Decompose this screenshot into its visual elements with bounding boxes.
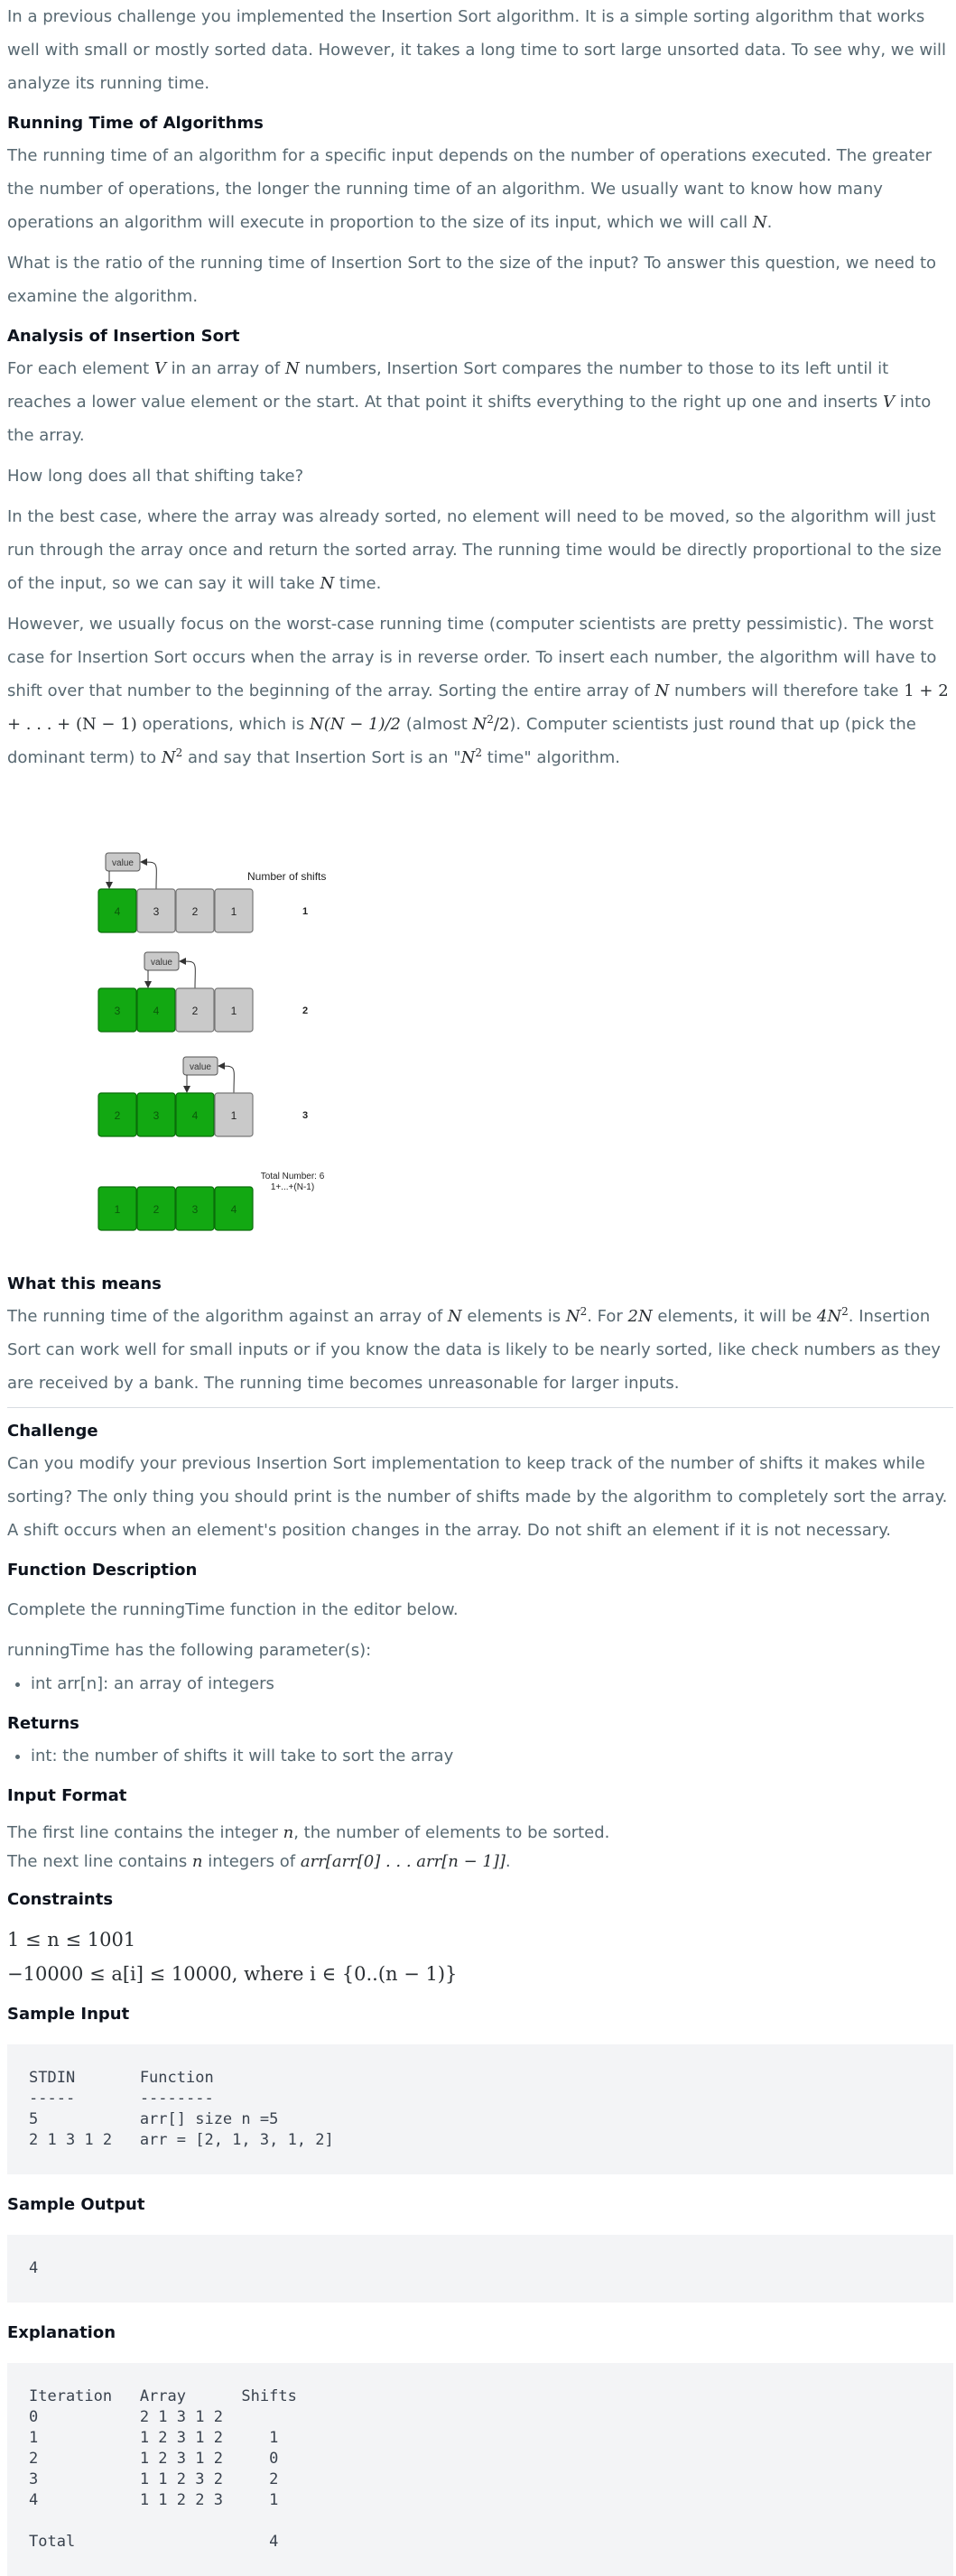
array-cell-value: 2 [114, 1109, 121, 1122]
challenge-paragraph: Can you modify your previous Insertion Sort implementation to keep track of the number of shifts it makes while sorting? The only thing you should print is the number of shifts made by the algorithm to completely sort the array. A shift occurs when an element's position changes in the array. Do not shift an element if it is not necessary. [7, 1454, 948, 1540]
sample-input-heading: Sample Input [7, 2005, 130, 2024]
shift-count: 3 [302, 1110, 309, 1121]
parameter-item: • int arr[n]: an array of integers [31, 1667, 953, 1700]
value-tag-label: value [190, 1062, 211, 1072]
problem-statement [7, 0, 953, 2576]
shift-arrow [142, 862, 156, 889]
shifts-column-header: Number of shifts [247, 870, 327, 883]
what-this-means-paragraph: The running time of the algorithm against an array of N elements is $N^2$. For 2N elements, it will be $4N^2$. Insertion Sort can work well for small inputs or if you know the data is likely to be nearly sorted, like check numbers as they are received by a bank. The running time becomes unreasonable for larger inputs. [7, 1305, 941, 1393]
array-cell-value: 4 [114, 905, 121, 918]
returns-item: • int: the number of shifts it will take to sort the array [31, 1739, 953, 1773]
input-format-heading: Input Format [7, 1786, 127, 1805]
array-cell-value: 4 [230, 1203, 237, 1216]
array-cell-value: 3 [191, 1203, 199, 1216]
array-cell-value: 2 [191, 905, 199, 918]
array-cell-value: 1 [230, 1005, 237, 1017]
total-label-line-1: Total Number: 6 [260, 1172, 325, 1181]
what-this-means-heading: What this means [7, 1274, 162, 1293]
input-format-line-2: The next line contains n integers of arr[arr[0] . . . arr[n − 1]]. [7, 1852, 511, 1871]
insertion-sort-diagram-svg [7, 774, 953, 1268]
shift-count: 2 [302, 1005, 309, 1016]
explanation-code: Iteration Array Shifts 0 2 1 3 1 2 1 1 2 3 1 2 1 2 1 2 3 1 2 0 3 1 1 2 3 2 2 4 1 1 2 2 3 1 Total 4 [7, 2363, 953, 2576]
parameter-list [7, 1667, 953, 1700]
array-cell-value: 3 [153, 1109, 160, 1122]
array-cell-value: 4 [153, 1005, 160, 1017]
array-cell-value: 2 [191, 1005, 199, 1017]
running-time-paragraph-1: The running time of an algorithm for a specific input depends on the number of operations executed. The greater the number of operations, the longer the running time of an algorithm. We usually want to know how many operations an algorithm will execute in proportion to the size of its input, which we will call N. [7, 146, 932, 232]
explanation-heading: Explanation [7, 2323, 116, 2342]
total-label-line-2: 1+...+(N-1) [270, 1182, 315, 1192]
shift-arrow [181, 961, 195, 988]
running-time-paragraph-2: What is the ratio of the running time of Insertion Sort to the size of the input? To answer this question, we need to examine the algorithm. [7, 254, 937, 306]
array-cell-value: 3 [153, 905, 160, 918]
array-cell-value: 1 [230, 1109, 237, 1122]
constraint-1: 1 ≤ n ≤ 1001 [7, 1929, 136, 1951]
challenge-heading: Challenge [7, 1422, 98, 1441]
shift-arrow [219, 1066, 234, 1093]
analysis-paragraph-3: In the best case, where the array was already sorted, no element will need to be moved, so the algorithm will just run through the array once and return the sorted array. The running time would be directly proportional to the size of the input, so we can say it will take N time. [7, 507, 942, 593]
input-format-line-1: The first line contains the integer n, the number of elements to be sorted. [7, 1823, 610, 1842]
intro-paragraph: In a previous challenge you implemented the Insertion Sort algorithm. It is a simple sorting algorithm that works well with small or mostly sorted data. However, it takes a long time to sort large unsorted data. To see why, we will analyze its running time. [7, 7, 947, 93]
constraints-heading: Constraints [7, 1890, 114, 1909]
constraint-2: −10000 ≤ a[i] ≤ 10000, where i ∈ {0..(n − 1)} [7, 1963, 458, 1985]
array-cell-value: 4 [191, 1109, 199, 1122]
sample-output-code: 4 [7, 2235, 953, 2303]
array-cell-value: 1 [230, 905, 237, 918]
sample-output-heading: Sample Output [7, 2195, 145, 2214]
array-cell-value: 3 [114, 1005, 121, 1017]
analysis-paragraph-2: How long does all that shifting take? [7, 467, 304, 486]
insertion-sort-diagram [7, 774, 953, 1268]
sample-input-code: STDIN Function ----- -------- 5 arr[] size n =5 2 1 3 1 2 arr = [2, 1, 3, 1, 2] [7, 2044, 953, 2174]
analysis-heading: Analysis of Insertion Sort [7, 327, 240, 346]
value-tag-label: value [112, 858, 134, 868]
shift-count: 1 [302, 906, 309, 917]
analysis-paragraph-4: However, we usually focus on the worst-case running time (computer scientists are pretty pessimistic). The worst case for Insertion Sort occurs when the array is in reverse order. To insert each number, the algorithm will have to shift over that number to the beginning of the array. Sorting the entire array of N numbers will therefore take 1 + 2 + . . . + (N − 1) operations, which is N(N − 1)/2 (almost $N^2/2$). Computer scientists just round that up (pick the dominant term) to $N^2$ and say that Insertion Sort is an "$N^2$ time" algorithm. [7, 615, 949, 767]
running-time-heading: Running Time of Algorithms [7, 114, 264, 133]
analysis-paragraph-1: For each element V in an array of N numbers, Insertion Sort compares the number to those to its left until it reaches a lower value element or the start. At that point it shifts everything to the right up one and inserts V into the array. [7, 359, 932, 445]
returns-heading: Returns [7, 1714, 79, 1733]
section-divider [7, 1407, 953, 1408]
function-description-heading: Function Description [7, 1561, 198, 1580]
function-parameters-paragraph: runningTime has the following parameter(s): [7, 1641, 372, 1660]
returns-list [7, 1739, 953, 1773]
function-description-paragraph: Complete the runningTime function in the editor below. [7, 1600, 459, 1619]
array-cell-value: 2 [153, 1203, 160, 1216]
value-tag-label: value [151, 958, 172, 968]
array-cell-value: 1 [114, 1203, 121, 1216]
